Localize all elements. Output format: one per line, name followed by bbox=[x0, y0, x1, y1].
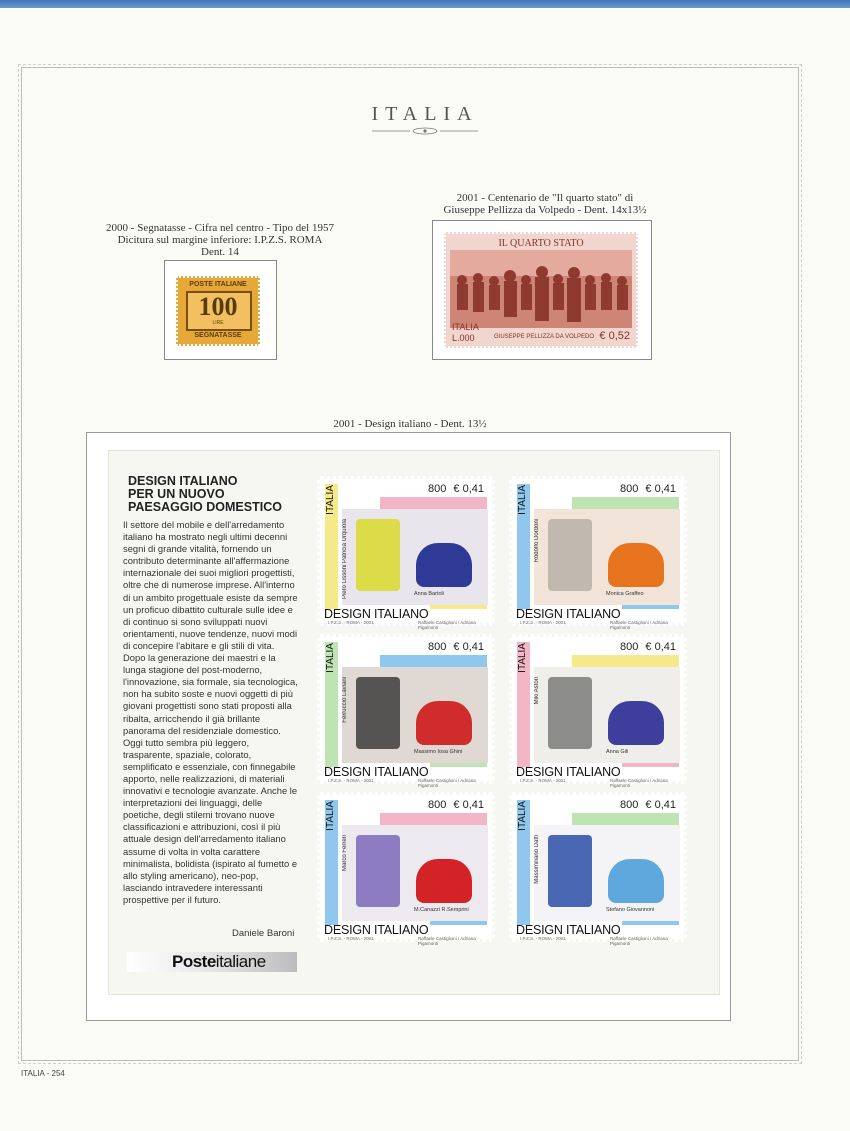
heading-line: PER UN NUOVO bbox=[128, 487, 225, 501]
stamp-designer: Stefano Giovannoni bbox=[606, 907, 655, 913]
sheet-body-text: Il settore del mobile e dell'arredamento italiano ha mostrato negli ultimi decenni segni di grande vitalità, fornendo un contributo determinante all'affermazione internazionale dei suoi migliori progettisti, oltre che di numerose imprese. All'interno di un ambito progettuale esiste da sempre un proficuo dibattito culturale sulle idee e di continuo si sono sviluppati nuovi orientamenti, nuove tendenze, nuovi modi di concepire l'abitare e gli stili di vita. Dopo la generazione dei maestri e la lunga stagione del post-moderno, l'innovazione, sia formale, sia tecnologica, non ha subito soste e nuovi oggetti di più giovani progettisti sono stati proposti alla ribalta, arricchendo il già brillante panorama del residenziale domestico. Oggi tutto sembra più leggero, trasparente, spaziale, colorato, semplificato e essenziale, con finnegabile apporto, nelle realizzazioni, di materiali innovativi e tecnologie avanzate. Anche le interpretazioni dei linguaggi, delle poetiche, degli stilemi trovano nuove classificazioni e attribuzioni, così il più attuale design dell'arredamento italiano assume di volta in volta carattere minimalista, bolidista (ispirato al fumetto e allo styling americano), neo-pop, lasciando intravedere interessanti prospettive per il futuro. bbox=[123, 519, 298, 905]
stamp-value: 100 bbox=[198, 292, 238, 321]
stamp-imprint: I.P.Z.S. - ROMA - 2001 bbox=[520, 936, 566, 941]
furniture-shape bbox=[356, 677, 400, 749]
stamp-designer: Massimo Iosa Ghini bbox=[414, 749, 463, 755]
furniture-shape bbox=[608, 701, 664, 745]
furniture-shape bbox=[416, 859, 472, 903]
stamp-imprint: I.P.Z.S. - ROMA - 2001 bbox=[328, 936, 374, 941]
furniture-shape bbox=[416, 543, 472, 587]
caption-line: Giuseppe Pellizza da Volpedo - Dent. 14x13½ bbox=[443, 204, 647, 216]
stamp-designer-vertical: Ferruccio Laviani bbox=[342, 677, 348, 723]
stamp-country: ITALIA bbox=[517, 801, 528, 831]
stamp-top-band bbox=[572, 497, 679, 509]
stamp-top-band bbox=[572, 655, 679, 667]
design-stamp bbox=[317, 634, 495, 788]
stamp-designer-vertical: Marco Ferreri bbox=[342, 835, 348, 872]
page-title: ITALIA bbox=[371, 103, 479, 125]
stamp-lire-value: 800 bbox=[428, 799, 447, 811]
heading-line: PAESAGGIO DOMESTICO bbox=[128, 500, 282, 514]
furniture-shape bbox=[548, 519, 592, 591]
stamp-title: DESIGN ITALIANO bbox=[516, 607, 621, 621]
page-footer: ITALIA - 254 bbox=[21, 1069, 65, 1078]
stamp2-caption bbox=[420, 192, 670, 216]
crowd-illustration bbox=[450, 250, 632, 328]
design-stamp bbox=[509, 476, 687, 630]
stamp-artist: Raffaele Castiglioni / Adriana Pigamonti bbox=[418, 778, 476, 788]
stamp-artist: Raffaele Castiglioni / Adriana Pigamonti bbox=[610, 778, 668, 788]
stamp-top-band bbox=[380, 497, 487, 509]
stamp-designer: Monica Graffeo bbox=[606, 591, 644, 597]
design-stamp bbox=[317, 792, 495, 946]
stamp-lire-value: 800 bbox=[428, 483, 447, 495]
caption-line: 2000 - Segnatasse - Cifra nel centro - Tipo del 1957 bbox=[106, 222, 334, 234]
furniture-shape bbox=[548, 835, 592, 907]
stamp-bottom-text: SEGNATASSE bbox=[194, 332, 242, 339]
stamp-subtitle: GIUSEPPE PELLIZZA DA VOLPEDO bbox=[494, 334, 595, 340]
furniture-shape bbox=[608, 859, 664, 903]
caption-line: Dicitura sul margine inferiore: I.P.Z.S. ROMA bbox=[117, 234, 323, 246]
stamp-designer-vertical: Massimiliano Datti bbox=[534, 835, 540, 884]
furniture-shape bbox=[356, 519, 400, 591]
stamp-euro-value: € 0,41 bbox=[645, 641, 676, 653]
heading-line: DESIGN ITALIANO bbox=[128, 474, 238, 488]
stamp-euro-value: € 0,41 bbox=[645, 799, 676, 811]
stamp-lire-value: 800 bbox=[620, 641, 639, 653]
stamp-lire: LIRE bbox=[212, 320, 224, 326]
stamp-designer-vertical: Rodolfo Dordoni bbox=[534, 519, 540, 563]
stamp-designer-vertical: Piero Lissoni Patricia Urquiola bbox=[342, 519, 348, 600]
stamp-designer-vertical: Miki Astori bbox=[534, 677, 540, 705]
stamp-imprint: I.P.Z.S. - ROMA - 2001 bbox=[520, 620, 566, 625]
stamp-lire-value: 800 bbox=[428, 641, 447, 653]
stamp-designer: M.Canazzi R.Semprini bbox=[414, 907, 469, 913]
caption-line: 2001 - Centenario de "Il quarto stato" di bbox=[456, 192, 634, 204]
poste-italiane-logo: Posteitaliane bbox=[127, 952, 297, 972]
stamp-title: DESIGN ITALIANO bbox=[324, 765, 429, 779]
stamp-top-band bbox=[380, 813, 487, 825]
stamp-country: ITALIA bbox=[517, 485, 528, 515]
stamp1-caption bbox=[100, 222, 340, 258]
stamp-title: DESIGN ITALIANO bbox=[324, 607, 429, 621]
stamp-country: ITALIA bbox=[325, 485, 336, 515]
caption-line: Dent. 14 bbox=[201, 246, 239, 258]
stamp-imprint: I.P.Z.S. - ROMA - 2001 bbox=[328, 778, 374, 783]
stamp-artist: Raffaele Castiglioni / Adriana Pigamonti bbox=[418, 936, 476, 946]
stamp-top-band bbox=[572, 813, 679, 825]
stamp-title: DESIGN ITALIANO bbox=[324, 923, 429, 937]
top-color-band bbox=[0, 0, 850, 8]
stamp-top-band bbox=[380, 655, 487, 667]
sheet-author: Daniele Baroni bbox=[232, 928, 295, 939]
quarto-stato-stamp bbox=[444, 232, 638, 348]
stamp-euro-value: € 0,41 bbox=[453, 641, 484, 653]
furniture-shape bbox=[416, 701, 472, 745]
segnatasse-stamp bbox=[176, 276, 260, 346]
stamp-country: ITALIA bbox=[325, 801, 336, 831]
sheet-caption: 2001 - Design italiano - Dent. 13½ bbox=[333, 418, 487, 430]
stamp-euro-value: € 0,41 bbox=[453, 799, 484, 811]
stamp-country: ITALIA bbox=[452, 322, 479, 332]
furniture-shape bbox=[608, 543, 664, 587]
stamp-lire-value: 800 bbox=[620, 483, 639, 495]
stamp-designer: Anna Bartoli bbox=[414, 591, 444, 597]
furniture-shape bbox=[356, 835, 400, 907]
furniture-shape bbox=[548, 677, 592, 749]
stamp-imprint: I.P.Z.S. - ROMA - 2001 bbox=[328, 620, 374, 625]
stamp-designer: Anna Gili bbox=[606, 749, 629, 755]
stamp-lire: L.000 bbox=[452, 333, 475, 343]
stamp-imprint: I.P.Z.S. - ROMA - 2001 bbox=[520, 778, 566, 783]
stamp-euro-value: € 0,41 bbox=[453, 483, 484, 495]
stamp-country: ITALIA bbox=[517, 643, 528, 673]
design-stamp bbox=[317, 476, 495, 630]
design-stamp bbox=[509, 792, 687, 946]
stamp-artist: Raffaele Castiglioni / Adriana Pigamonti bbox=[610, 620, 668, 630]
stamp-lire-value: 800 bbox=[620, 799, 639, 811]
stamp-country: ITALIA bbox=[325, 643, 336, 673]
design-stamp bbox=[509, 634, 687, 788]
stamp-title: DESIGN ITALIANO bbox=[516, 923, 621, 937]
stamp-title: DESIGN ITALIANO bbox=[516, 765, 621, 779]
stamp-artist: Raffaele Castiglioni / Adriana Pigamonti bbox=[610, 936, 668, 946]
ornament-icon bbox=[370, 125, 480, 137]
stamp-banner: IL QUARTO STATO bbox=[498, 238, 584, 249]
sheet-heading bbox=[128, 475, 308, 514]
stamp-euro: € 0,52 bbox=[599, 330, 630, 342]
stamp-euro-value: € 0,41 bbox=[645, 483, 676, 495]
stamp-top-text: POSTE ITALIANE bbox=[189, 281, 247, 288]
stamp-artist: Raffaele Castiglioni / Adriana Pigamonti bbox=[418, 620, 476, 630]
